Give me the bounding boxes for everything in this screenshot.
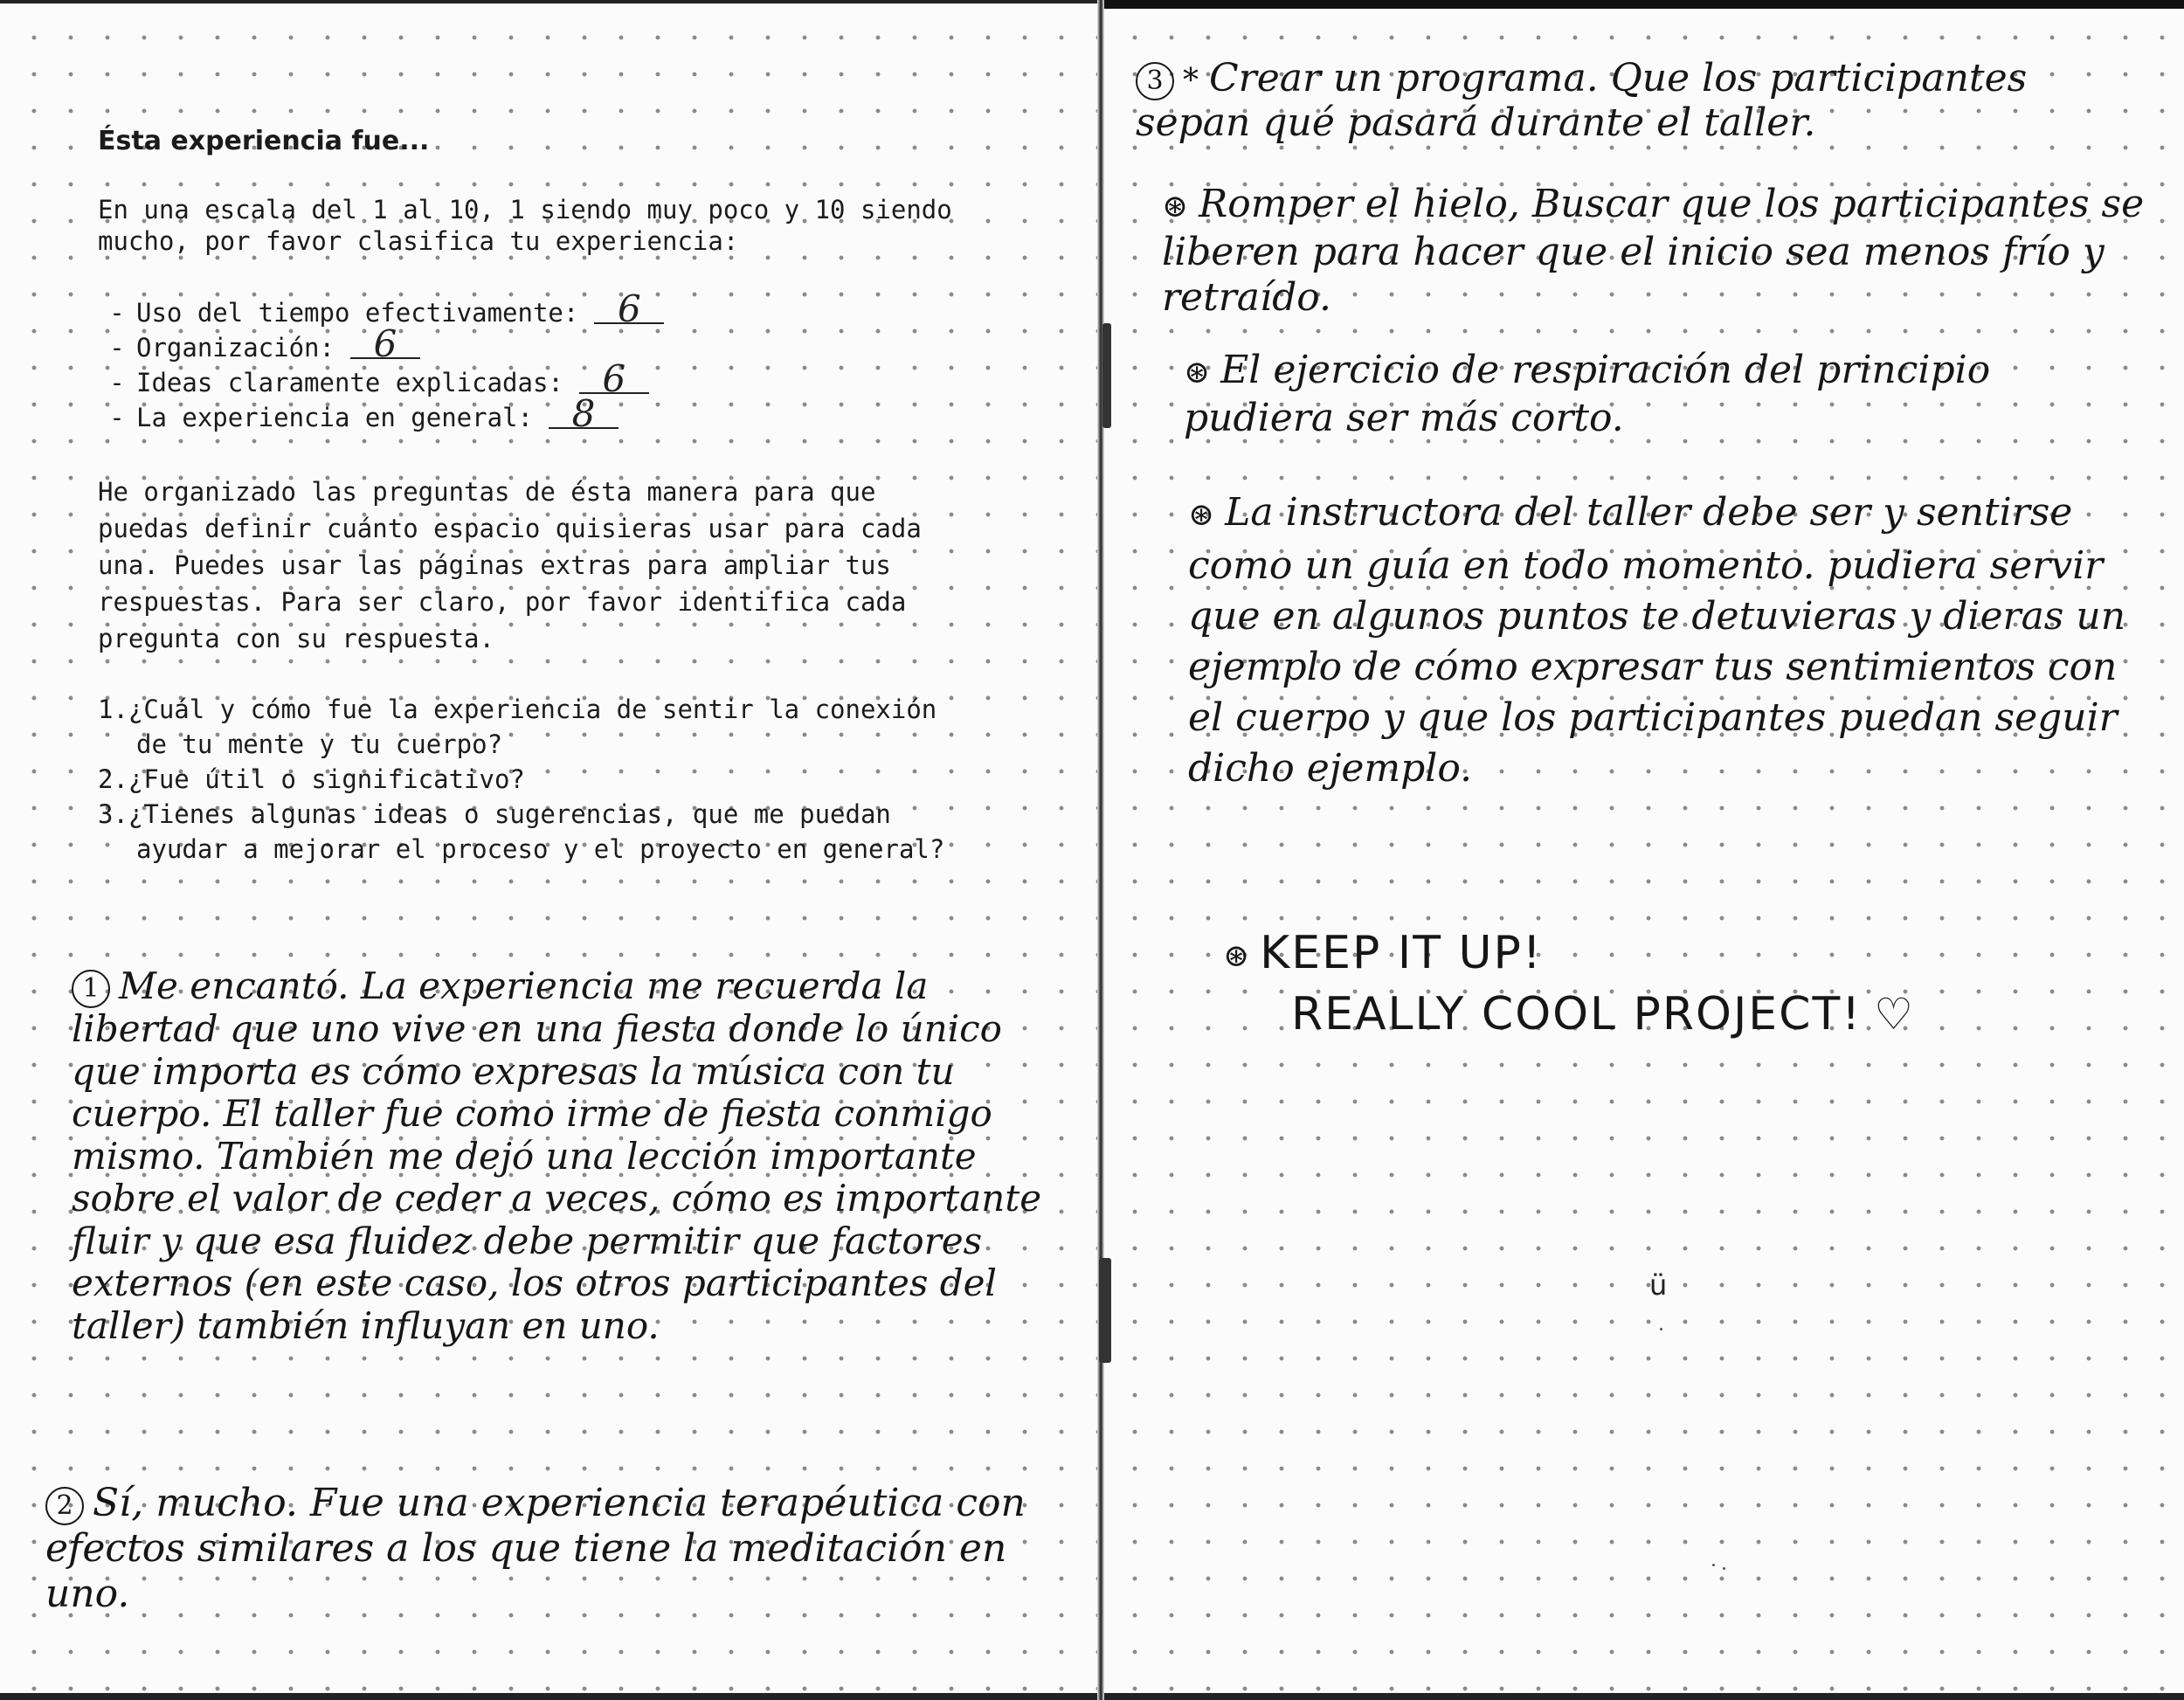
rating-label: La experiencia en general: — [136, 403, 533, 432]
rating-row: - Ideas claramente explicadas: 6 — [98, 365, 971, 400]
doodle-mark: ü — [1649, 1268, 1668, 1302]
handwritten-answer-1 — [72, 965, 1076, 1347]
answer-text: Sí, mucho. Fue una experiencia terapéutica con efectos similares a los que tiene la meditación en uno. — [45, 1481, 1026, 1616]
scale-intro: En una escala del 1 al 10, 1 siendo muy poco y 10 siendo mucho, por favor clasifica tu experiencia: — [98, 195, 952, 256]
circled-number: 1 — [72, 970, 110, 1008]
rating-row: - Uso del tiempo efectivamente: 6 — [98, 295, 971, 330]
notebook-spine — [1097, 0, 1104, 1700]
speck — [1712, 1564, 1715, 1566]
answer-text: Me encantó. La experiencia me recuerda la libertad que uno vive en una fiesta donde lo único que importa es cómo expresas la música con tu cuerpo. El taller fue como irme de fiesta conmigo mismo. También me dejó una lección importante sobre el valor de ceder a veces, cómo es importante fluir y que esa fluidez debe permitir que factores externos (en este caso, los otros participantes del taller) también influyan en uno. — [72, 964, 1042, 1347]
heart-icon: ♡ — [1874, 988, 1913, 1040]
rating-row: - La experiencia en general: 8 — [98, 400, 971, 435]
rating-answer: 6 — [579, 366, 649, 394]
asterisk-icon: ⊛ — [1162, 188, 1189, 225]
handwritten-answer-2 — [45, 1481, 1085, 1617]
circled-number: 2 — [45, 1487, 84, 1525]
closing-line: KEEP IT UP! — [1260, 927, 1543, 979]
suggestion-item — [1162, 182, 2158, 321]
speck — [1660, 1328, 1662, 1330]
suggestion-text: El ejercicio de respiración del principio pudiera ser más corto. — [1184, 348, 1991, 440]
spine-mark — [1102, 323, 1111, 428]
form-title: Ésta experiencia fue... — [98, 126, 430, 156]
speck — [1723, 1567, 1725, 1570]
handwritten-answer-3 — [1136, 58, 2123, 144]
suggestion-item — [1184, 348, 2145, 441]
rating-answer: 6 — [350, 331, 420, 359]
instructions-paragraph: He organizado las preguntas de ésta manera para que puedas definir cuánto espacio quisieras usar para cada una. Puedes usar las páginas extras para ampliar tus respuestas. Para ser claro, por favor identifica cada pregunta con su respuesta. — [98, 477, 922, 653]
rating-answer: 6 — [594, 296, 664, 324]
asterisk-icon: ⊛ — [1184, 354, 1211, 390]
answer-text: Crear un programa. Que los participantes sepan qué pasará durante el taller. — [1136, 56, 2028, 145]
question-item: 1.¿Cuál y cómo fue la experiencia de sentir la conexión de tu mente y tu cuerpo? — [98, 695, 937, 759]
closing-line: REALLY COOL PROJECT! — [1291, 987, 1863, 1040]
rating-label: Organización: — [136, 333, 335, 363]
top-edge-right — [1102, 0, 2184, 9]
question-item: 2.¿Fue útil o significativo? — [98, 764, 525, 794]
spine-mark — [1099, 1258, 1111, 1363]
circled-number: 3 — [1136, 62, 1174, 100]
rating-label: Ideas claramente explicadas: — [136, 368, 563, 397]
suggestion-text: La instructora del taller debe ser y sentirse como un guía en todo momento. pudiera servir que en algunos puntos te detuvieras y dieras un ejemplo de cómo expresar tus sentimientos con el cuerpo y que los participantes puedan seguir dicho ejemplo. — [1188, 490, 2126, 791]
suggestion-item — [1188, 487, 2149, 794]
rating-row: - Organización: 6 — [98, 330, 971, 365]
top-edge-left — [0, 0, 1102, 3]
closing-note — [1223, 924, 2097, 1043]
asterisk-icon: ⊛ — [1188, 496, 1215, 533]
suggestion-text: Romper el hielo, Buscar que los participantes se liberen para hacer que el inicio sea menos frío y retraído. — [1162, 182, 2145, 320]
question-item: 3.¿Tienes algunas ideas o sugerencias, que me puedan ayudar a mejorar el proceso y el proyecto en general? — [98, 799, 945, 864]
asterisk-icon: * — [1183, 62, 1199, 99]
rating-label: Uso del tiempo efectivamente: — [136, 298, 579, 328]
ratings-list — [98, 287, 971, 435]
questions-list — [98, 692, 980, 867]
bottom-edge — [0, 1693, 2184, 1700]
asterisk-icon: ⊛ — [1223, 937, 1250, 974]
rating-answer: 8 — [549, 401, 619, 429]
